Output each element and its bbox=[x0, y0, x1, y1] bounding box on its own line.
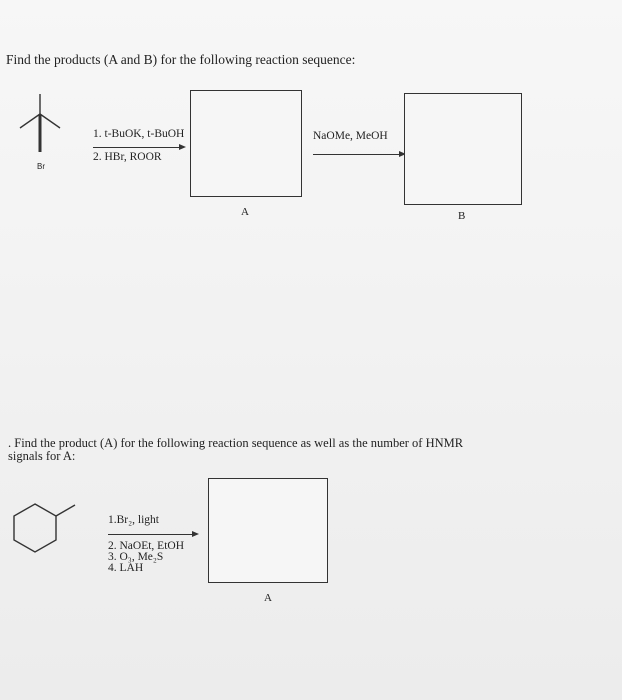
arrow-head-icon bbox=[192, 531, 199, 537]
product-a-answer-box[interactable] bbox=[190, 90, 302, 197]
reagent-step-1: 1. t-BuOK, t-BuOH bbox=[93, 128, 185, 140]
question-2-line-1: . Find the product (A) for the following reaction sequence as well as the number of HNMR bbox=[8, 436, 464, 450]
reagent-naome: NaOMe, MeOH bbox=[313, 130, 388, 142]
methylcyclohexane-structure bbox=[14, 504, 75, 552]
question-2-line-2: signals for A: bbox=[8, 449, 76, 463]
reaction-arrow-3 bbox=[108, 534, 192, 535]
question-2-product-label: A bbox=[264, 592, 272, 604]
bromine-label: Br bbox=[37, 162, 45, 171]
product-a-label: A bbox=[241, 206, 249, 218]
tert-butyl-bromide-structure bbox=[20, 94, 60, 152]
reagent-lah: 4. LAH bbox=[108, 562, 144, 574]
product-b-answer-box[interactable] bbox=[404, 93, 522, 205]
reagent-bromination: 1.Br₂, light bbox=[108, 514, 159, 526]
reagent-step-2: 2. HBr, ROOR bbox=[93, 151, 162, 163]
reaction-arrow-1 bbox=[93, 147, 179, 148]
question-2-answer-box[interactable] bbox=[208, 478, 328, 583]
reagent-ozonolysis: 3. O₃, Me₂S bbox=[108, 551, 164, 563]
reaction-arrow-2 bbox=[313, 154, 399, 155]
reagent-list bbox=[108, 541, 184, 574]
arrow-head-icon bbox=[179, 144, 186, 150]
question-1-prompt: Find the products (A and B) for the following reaction sequence: bbox=[6, 52, 356, 67]
product-b-label: B bbox=[458, 210, 466, 222]
reagent-naoet: 2. NaOEt, EtOH bbox=[108, 540, 185, 552]
question-2-prompt bbox=[8, 437, 488, 463]
